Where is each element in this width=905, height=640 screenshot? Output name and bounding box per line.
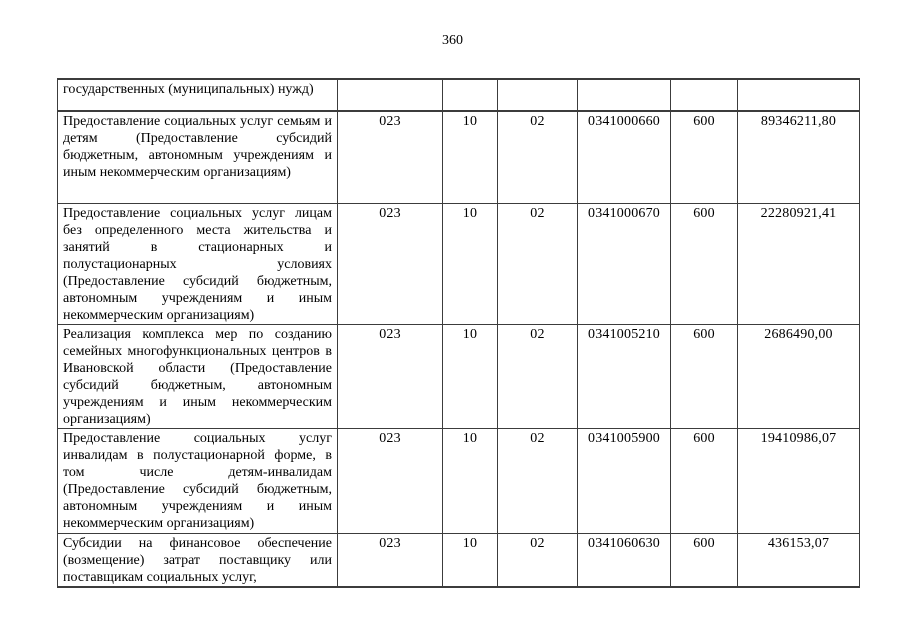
chapter-code-cell: 023 [338,324,443,428]
expense-type-cell: 600 [671,324,738,428]
amount-cell: 19410986,07 [738,428,860,533]
table-row [58,203,860,324]
expense-type-cell: 600 [671,533,738,587]
expense-type-cell [671,79,738,111]
section-code-cell: 10 [443,533,498,587]
chapter-code-cell: 023 [338,428,443,533]
section-code-cell: 10 [443,428,498,533]
table-row [58,428,860,533]
section-code-cell: 10 [443,111,498,203]
table-row [58,533,860,587]
section-code-cell: 10 [443,324,498,428]
budget-expenditure-table [57,78,860,588]
subsection-code-cell: 02 [498,111,578,203]
page-number: 360 [442,33,463,48]
chapter-code-cell: 023 [338,203,443,324]
target-article-cell: 0341000670 [578,203,671,324]
subsection-code-cell: 02 [498,428,578,533]
amount-cell: 2686490,00 [738,324,860,428]
target-article-cell: 0341000660 [578,111,671,203]
chapter-code-cell [338,79,443,111]
target-article-cell [578,79,671,111]
expense-type-cell: 600 [671,203,738,324]
table-row [58,324,860,428]
target-article-cell: 0341005210 [578,324,671,428]
expense-type-cell: 600 [671,111,738,203]
description-cell [58,533,338,587]
amount-cell [738,79,860,111]
chapter-code-cell: 023 [338,533,443,587]
section-code-cell [443,79,498,111]
subsection-code-cell [498,79,578,111]
description-cell: Реализация комплекса мер по созданию семейных многофункциональных центров в Ивановской области (Предоставление субсидий бюджетным, автономным учреждениям и иным некоммерческим организациям) [58,324,338,428]
chapter-code-cell: 023 [338,111,443,203]
description-cell: государственных (муниципальных) нужд) [58,79,338,111]
amount-cell: 22280921,41 [738,203,860,324]
description-cell: Предоставление социальных услуг лицам без определенного места жительства и занятий в стационарных и полустационарных условиях (Предоставление субсидий бюджетным, автономным учреждениям и иным некоммерческим организациям) [58,203,338,324]
table-row [58,111,860,203]
amount-cell: 436153,07 [738,533,860,587]
description-cell: Предоставление социальных услуг инвалидам в полустационарной форме, в том числе детям-инвалидам (Предоставление субсидий бюджетным, автономным учреждениям и иным некоммерческим организациям) [58,428,338,533]
target-article-cell: 0341005900 [578,428,671,533]
expense-type-cell: 600 [671,428,738,533]
section-code-cell: 10 [443,203,498,324]
amount-cell: 89346211,80 [738,111,860,203]
description-cell: Предоставление социальных услуг семьям и детям (Предоставление субсидий бюджетным, автономным учреждениям и иным некоммерческим организациям) [58,111,338,203]
subsection-code-cell: 02 [498,324,578,428]
description-text: Субсидии на финансовое обеспечение (возмещение) затрат поставщику или поставщикам социальных услуг, [63,535,332,585]
subsection-code-cell: 02 [498,533,578,587]
target-article-cell: 0341060630 [578,533,671,587]
subsection-code-cell: 02 [498,203,578,324]
table-row [58,79,860,111]
